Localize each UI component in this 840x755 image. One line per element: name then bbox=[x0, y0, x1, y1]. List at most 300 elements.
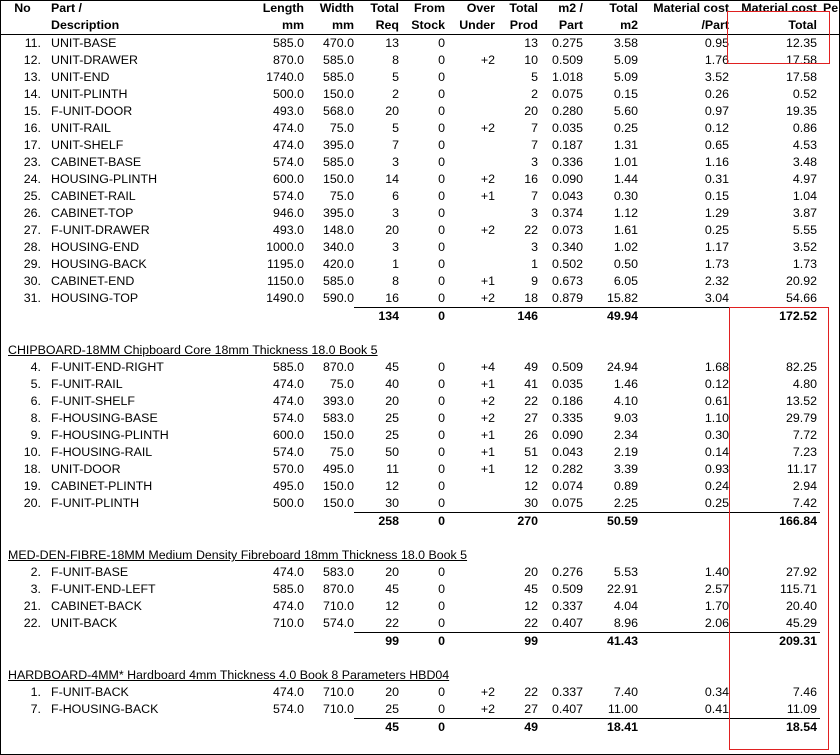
cell-material-cost-part: 1.76 bbox=[704, 53, 729, 67]
cell-total-prod: 20 bbox=[524, 565, 538, 579]
table-row bbox=[0, 581, 840, 598]
cell-from-stock: 0 bbox=[438, 599, 445, 613]
table-row bbox=[0, 427, 840, 444]
cell-total-req: 5 bbox=[392, 70, 399, 84]
table-row bbox=[0, 69, 840, 86]
cell-description: F-HOUSING-RAIL bbox=[51, 445, 153, 459]
cell-over-under bbox=[445, 564, 495, 581]
table-row bbox=[0, 35, 840, 53]
cell-total-prod: 26 bbox=[524, 428, 538, 442]
cell-total-m2: 0.15 bbox=[613, 87, 638, 101]
total-total-prod: 49 bbox=[495, 719, 538, 737]
cell-description: CABINET-RAIL bbox=[51, 189, 136, 203]
cell-total-m2: 2.19 bbox=[613, 445, 638, 459]
cell-material-cost-part: 1.17 bbox=[704, 240, 729, 254]
table-row bbox=[0, 256, 840, 273]
cell-total-prod: 27 bbox=[524, 411, 538, 425]
cell-over-under bbox=[445, 205, 495, 222]
cell-over-under: +1 bbox=[480, 377, 495, 391]
cell-width: 150.0 bbox=[322, 428, 354, 442]
header-width-unit: mm bbox=[304, 17, 354, 35]
cell-total-prod: 45 bbox=[524, 582, 538, 596]
cell-material-cost-part: 0.12 bbox=[704, 377, 729, 391]
cell-no: 10. bbox=[23, 445, 41, 459]
cell-total-m2: 1.46 bbox=[613, 377, 638, 391]
cell-no: 15. bbox=[23, 104, 41, 118]
cell-length: 474.0 bbox=[272, 394, 304, 408]
cell-material-cost-part: 0.41 bbox=[704, 702, 729, 716]
cell-material-cost-part: 0.12 bbox=[704, 121, 729, 135]
cell-total-req: 6 bbox=[392, 189, 399, 203]
cell-total-m2: 4.04 bbox=[613, 599, 638, 613]
cell-length: 574.0 bbox=[272, 155, 304, 169]
cell-length: 474.0 bbox=[272, 599, 304, 613]
cell-from-stock: 0 bbox=[438, 479, 445, 493]
cell-total-prod: 41 bbox=[524, 377, 538, 391]
section-title-row bbox=[0, 547, 840, 564]
cell-m2-part: 0.374 bbox=[551, 206, 583, 220]
cell-material-cost-total: 45.29 bbox=[785, 616, 817, 630]
cell-material-cost-part: 0.26 bbox=[704, 87, 729, 101]
cell-material-cost-total: 20.92 bbox=[785, 274, 817, 288]
cell-over-under bbox=[445, 86, 495, 103]
cell-description: F-UNIT-END-LEFT bbox=[51, 582, 156, 596]
header-under: Under bbox=[445, 17, 495, 35]
table-row bbox=[0, 273, 840, 290]
cell-no: 11. bbox=[24, 36, 41, 50]
header-length-unit: mm bbox=[241, 17, 304, 35]
cell-description: F-HOUSING-BASE bbox=[51, 411, 158, 425]
cell-total-prod: 7 bbox=[531, 121, 538, 135]
cell-width: 148.0 bbox=[322, 223, 354, 237]
cell-from-stock: 0 bbox=[438, 53, 445, 67]
cell-description: F-UNIT-BACK bbox=[51, 685, 129, 699]
cell-material-cost-total: 0.52 bbox=[792, 87, 817, 101]
cell-no: 22. bbox=[23, 616, 41, 631]
cell-total-m2: 6.05 bbox=[613, 274, 638, 288]
cell-m2-part: 1.018 bbox=[551, 70, 583, 84]
cell-material-cost-part: 0.25 bbox=[704, 496, 729, 510]
cell-material-cost-total: 12.35 bbox=[785, 36, 817, 50]
header-m2-unit: m2 bbox=[583, 17, 638, 35]
cell-total-m2: 4.10 bbox=[613, 394, 638, 408]
cell-description: UNIT-BASE bbox=[51, 36, 117, 50]
header-no: No bbox=[14, 1, 31, 15]
cell-width: 585.0 bbox=[322, 155, 354, 169]
cell-from-stock: 0 bbox=[438, 70, 445, 84]
header-per-part: /Part bbox=[638, 17, 729, 35]
cell-total-req: 20 bbox=[385, 394, 399, 408]
cell-from-stock: 0 bbox=[438, 445, 445, 459]
cell-total-m2: 8.96 bbox=[613, 616, 638, 630]
total-total-req: 258 bbox=[354, 513, 399, 531]
cell-total-prod: 30 bbox=[524, 496, 538, 510]
cell-material-cost-total: 27.92 bbox=[785, 565, 817, 579]
header-total: Total bbox=[729, 17, 820, 35]
cell-no: 6. bbox=[30, 394, 41, 408]
cell-no: 9. bbox=[30, 428, 41, 442]
cell-total-m2: 22.91 bbox=[606, 582, 638, 596]
cell-m2-part: 0.407 bbox=[551, 616, 583, 630]
cell-material-cost-part: 0.61 bbox=[704, 394, 729, 408]
cell-length: 600.0 bbox=[272, 428, 304, 442]
cell-description: F-HOUSING-PLINTH bbox=[51, 428, 169, 442]
cell-total-req: 50 bbox=[385, 445, 399, 459]
cell-total-m2: 1.12 bbox=[613, 206, 638, 220]
cell-over-under bbox=[445, 495, 495, 513]
cell-total-req: 45 bbox=[385, 360, 399, 374]
cell-width: 710.0 bbox=[322, 599, 354, 613]
cell-total-m2: 1.31 bbox=[613, 138, 638, 152]
cell-total-m2: 1.44 bbox=[613, 172, 638, 186]
section-title: MED-DEN-FIBRE-18MM Medium Density Fibreboard 18mm Thickness 18.0 Book 5 bbox=[8, 548, 468, 562]
cell-from-stock: 0 bbox=[438, 36, 445, 50]
cell-length: 493.0 bbox=[272, 223, 304, 237]
table-row bbox=[0, 684, 840, 701]
cell-length: 600.0 bbox=[272, 172, 304, 186]
cell-over-under bbox=[445, 103, 495, 120]
cell-no: 2. bbox=[30, 565, 41, 579]
cell-width: 75.0 bbox=[329, 377, 354, 391]
cell-width: 495.0 bbox=[322, 462, 354, 476]
header-prod: Prod bbox=[495, 17, 538, 35]
total-total-m2: 49.94 bbox=[583, 308, 638, 326]
cell-total-req: 7 bbox=[392, 138, 399, 152]
cell-total-prod: 12 bbox=[524, 462, 538, 476]
cell-width: 585.0 bbox=[322, 70, 354, 84]
table-row bbox=[0, 103, 840, 120]
cell-material-cost-total: 7.46 bbox=[792, 685, 817, 699]
cell-total-prod: 10 bbox=[524, 53, 538, 67]
cell-over-under: +1 bbox=[480, 445, 495, 459]
cell-m2-part: 0.502 bbox=[551, 257, 583, 271]
header-over-under: Over bbox=[466, 1, 495, 15]
section-title-row bbox=[0, 342, 840, 359]
cell-over-under bbox=[445, 581, 495, 598]
cell-no: 30. bbox=[23, 274, 41, 288]
cell-from-stock: 0 bbox=[438, 394, 445, 408]
cell-total-m2: 1.61 bbox=[613, 223, 638, 237]
table-row bbox=[0, 290, 840, 308]
cell-length: 710.0 bbox=[272, 616, 304, 631]
cell-material-cost-part: 0.14 bbox=[704, 445, 729, 459]
total-material-cost-total: 172.52 bbox=[729, 308, 820, 326]
cell-total-req: 1 bbox=[392, 257, 399, 271]
header-material-cost-total: Material cost bbox=[741, 1, 817, 15]
cell-total-req: 20 bbox=[385, 223, 399, 237]
cell-total-m2: 2.25 bbox=[613, 496, 638, 510]
cell-m2-part: 0.336 bbox=[551, 155, 583, 169]
cell-m2-part: 0.075 bbox=[551, 87, 583, 101]
cell-no: 12. bbox=[23, 53, 41, 67]
cell-total-prod: 22 bbox=[524, 685, 538, 699]
cell-from-stock: 0 bbox=[438, 616, 445, 630]
cell-material-cost-total: 7.72 bbox=[792, 428, 817, 442]
section-spacer bbox=[0, 325, 840, 342]
cell-m2-part: 0.035 bbox=[551, 377, 583, 391]
cell-length: 474.0 bbox=[272, 685, 304, 699]
cell-total-m2: 9.03 bbox=[613, 411, 638, 425]
cell-length: 585.0 bbox=[272, 36, 304, 50]
total-from-stock: 0 bbox=[399, 633, 445, 651]
table-row bbox=[0, 598, 840, 615]
cell-length: 1150.0 bbox=[267, 274, 304, 288]
cell-description: F-UNIT-DOOR bbox=[51, 104, 133, 118]
section-spacer bbox=[0, 650, 840, 667]
cell-total-req: 45 bbox=[385, 582, 399, 596]
cell-over-under bbox=[445, 598, 495, 615]
section-spacer bbox=[0, 530, 840, 547]
cell-width: 710.0 bbox=[322, 685, 354, 699]
cell-length: 474.0 bbox=[272, 138, 304, 152]
cell-m2-part: 0.340 bbox=[551, 240, 583, 254]
cell-total-req: 30 bbox=[385, 496, 399, 510]
table-row bbox=[0, 171, 840, 188]
cell-from-stock: 0 bbox=[438, 377, 445, 391]
cell-length: 870.0 bbox=[272, 53, 304, 67]
cell-over-under: +1 bbox=[480, 189, 495, 203]
cell-total-m2: 0.25 bbox=[613, 121, 638, 135]
cell-no: 5. bbox=[30, 377, 41, 391]
cell-over-under: +2 bbox=[480, 411, 495, 425]
cell-total-prod: 3 bbox=[531, 206, 538, 220]
cell-total-prod: 1 bbox=[531, 257, 538, 271]
cell-material-cost-total: 1.73 bbox=[792, 257, 817, 271]
cell-material-cost-part: 2.32 bbox=[704, 274, 729, 288]
cell-total-req: 40 bbox=[385, 377, 399, 391]
cell-length: 1000.0 bbox=[266, 240, 304, 254]
header-width: Width bbox=[319, 1, 354, 15]
table-row bbox=[0, 137, 840, 154]
cell-m2-part: 0.509 bbox=[551, 582, 583, 596]
cell-description: HOUSING-BACK bbox=[51, 257, 147, 271]
cell-material-cost-part: 3.04 bbox=[704, 291, 729, 305]
cell-from-stock: 0 bbox=[438, 462, 445, 476]
cell-total-req: 8 bbox=[392, 53, 399, 67]
cell-material-cost-part: 2.06 bbox=[704, 616, 729, 630]
cell-length: 585.0 bbox=[272, 360, 304, 374]
cell-over-under: +2 bbox=[480, 223, 495, 237]
cell-over-under: +1 bbox=[480, 462, 495, 476]
cell-width: 568.0 bbox=[322, 104, 354, 118]
cell-from-stock: 0 bbox=[438, 257, 445, 271]
cell-from-stock: 0 bbox=[438, 685, 445, 699]
cell-m2-part: 0.186 bbox=[551, 394, 583, 408]
table-row bbox=[0, 188, 840, 205]
table-row bbox=[0, 376, 840, 393]
cell-no: 20. bbox=[23, 496, 41, 511]
cell-total-prod: 3 bbox=[531, 240, 538, 254]
totals-row bbox=[0, 719, 840, 737]
cell-material-cost-part: 1.16 bbox=[704, 155, 729, 169]
cell-m2-part: 0.073 bbox=[551, 223, 583, 237]
cell-material-cost-total: 20.40 bbox=[785, 599, 817, 613]
cell-from-stock: 0 bbox=[438, 138, 445, 152]
cell-material-cost-total: 3.87 bbox=[792, 206, 817, 220]
cell-total-prod: 20 bbox=[524, 104, 538, 118]
cell-from-stock: 0 bbox=[438, 87, 445, 101]
cell-total-req: 25 bbox=[385, 428, 399, 442]
cell-width: 150.0 bbox=[322, 87, 354, 101]
cell-length: 574.0 bbox=[272, 189, 304, 203]
cell-total-req: 25 bbox=[385, 702, 399, 716]
header-from-stock: From bbox=[414, 1, 445, 15]
table-row bbox=[0, 410, 840, 427]
total-from-stock: 0 bbox=[399, 719, 445, 737]
cell-width: 340.0 bbox=[322, 240, 354, 254]
cell-material-cost-part: 0.15 bbox=[704, 189, 729, 203]
cell-total-prod: 18 bbox=[524, 291, 538, 305]
cell-total-req: 20 bbox=[385, 104, 399, 118]
totals-row bbox=[0, 633, 840, 651]
cell-material-cost-total: 54.66 bbox=[785, 291, 817, 305]
cell-m2-part: 0.509 bbox=[551, 360, 583, 374]
cell-material-cost-total: 17.58 bbox=[785, 70, 817, 84]
cell-width: 75.0 bbox=[329, 189, 354, 203]
header-row-2 bbox=[0, 17, 840, 35]
cell-description: UNIT-PLINTH bbox=[51, 87, 128, 101]
header-length: Length bbox=[262, 1, 304, 15]
cell-m2-part: 0.090 bbox=[551, 172, 583, 186]
cell-description: F-UNIT-END-RIGHT bbox=[51, 360, 164, 374]
cell-description: HOUSING-PLINTH bbox=[51, 172, 158, 186]
cell-length: 500.0 bbox=[272, 87, 304, 101]
cell-no: 24. bbox=[23, 172, 41, 186]
cell-width: 150.0 bbox=[322, 172, 354, 186]
header-description: Description bbox=[45, 17, 241, 35]
cell-over-under: +4 bbox=[480, 360, 495, 374]
cell-no: 19. bbox=[23, 479, 41, 493]
cell-material-cost-part: 0.93 bbox=[704, 462, 729, 476]
cell-total-req: 12 bbox=[385, 599, 399, 613]
cell-over-under: +2 bbox=[480, 702, 495, 716]
cell-material-cost-total: 3.48 bbox=[792, 155, 817, 169]
cell-total-req: 20 bbox=[385, 565, 399, 579]
cell-length: 1740.0 bbox=[266, 70, 304, 84]
cell-over-under bbox=[445, 615, 495, 633]
header-material-cost-part: Material cost bbox=[653, 1, 729, 15]
cell-no: 23. bbox=[23, 155, 41, 169]
cell-over-under: +1 bbox=[480, 428, 495, 442]
cell-material-cost-total: 0.86 bbox=[792, 121, 817, 135]
cell-description: UNIT-DRAWER bbox=[51, 53, 138, 67]
cell-width: 574.0 bbox=[322, 616, 354, 631]
cell-description: F-UNIT-DRAWER bbox=[51, 223, 150, 237]
table-row bbox=[0, 564, 840, 581]
cell-over-under: +2 bbox=[480, 291, 495, 305]
cell-from-stock: 0 bbox=[438, 702, 445, 716]
cell-material-cost-part: 0.24 bbox=[704, 479, 729, 493]
cell-description: UNIT-BACK bbox=[51, 616, 118, 631]
cell-material-cost-part: 1.10 bbox=[704, 411, 729, 425]
cell-total-req: 3 bbox=[392, 155, 399, 169]
cell-width: 585.0 bbox=[322, 53, 354, 67]
cell-length: 574.0 bbox=[272, 411, 304, 425]
cell-width: 470.0 bbox=[322, 36, 354, 50]
cell-total-prod: 51 bbox=[524, 445, 538, 459]
cell-no: 25. bbox=[23, 189, 41, 203]
cell-material-cost-total: 4.80 bbox=[792, 377, 817, 391]
table-row bbox=[0, 359, 840, 376]
cell-total-req: 5 bbox=[392, 121, 399, 135]
cell-total-m2: 5.60 bbox=[613, 104, 638, 118]
cell-material-cost-part: 0.97 bbox=[704, 104, 729, 118]
cell-no: 31. bbox=[23, 291, 41, 306]
cell-description: UNIT-SHELF bbox=[51, 138, 124, 152]
total-material-cost-total: 18.54 bbox=[729, 719, 820, 737]
cell-total-req: 3 bbox=[392, 206, 399, 220]
header-m2-part: m2 / bbox=[558, 1, 583, 15]
header-total-prod: Total bbox=[509, 1, 538, 15]
cell-m2-part: 0.043 bbox=[551, 189, 583, 203]
cell-no: 13. bbox=[23, 70, 41, 84]
cell-material-cost-part: 1.40 bbox=[704, 565, 729, 579]
cell-m2-part: 0.673 bbox=[551, 274, 583, 288]
cell-width: 420.0 bbox=[322, 257, 354, 271]
header-stock: Stock bbox=[399, 17, 445, 35]
cell-m2-part: 0.879 bbox=[551, 291, 583, 305]
cell-material-cost-part: 0.25 bbox=[704, 223, 729, 237]
cell-length: 574.0 bbox=[272, 445, 304, 459]
cell-material-cost-total: 5.55 bbox=[792, 223, 817, 237]
cell-over-under bbox=[445, 137, 495, 154]
cell-width: 395.0 bbox=[322, 138, 354, 152]
cell-length: 474.0 bbox=[272, 377, 304, 391]
total-total-req: 45 bbox=[354, 719, 399, 737]
cell-total-req: 12 bbox=[385, 479, 399, 493]
totals-row bbox=[0, 513, 840, 531]
cell-m2-part: 0.509 bbox=[551, 53, 583, 67]
cell-total-m2: 5.09 bbox=[613, 53, 638, 67]
cell-m2-part: 0.335 bbox=[551, 411, 583, 425]
cell-total-prod: 5 bbox=[531, 70, 538, 84]
cell-description: UNIT-DOOR bbox=[51, 462, 121, 476]
cell-material-cost-total: 11.09 bbox=[786, 702, 817, 716]
cell-length: 1195.0 bbox=[267, 257, 304, 271]
section-title-row bbox=[0, 667, 840, 684]
cell-total-m2: 0.89 bbox=[613, 479, 638, 493]
cell-total-m2: 2.34 bbox=[613, 428, 638, 442]
cell-total-prod: 2 bbox=[531, 87, 538, 101]
cell-description: CABINET-PLINTH bbox=[51, 479, 153, 493]
cell-length: 585.0 bbox=[272, 582, 304, 596]
total-total-prod: 99 bbox=[495, 633, 538, 651]
cell-over-under bbox=[445, 239, 495, 256]
cell-total-m2: 1.01 bbox=[613, 155, 638, 169]
section-title: CHIPBOARD-18MM Chipboard Core 18mm Thickness 18.0 Book 5 bbox=[8, 343, 378, 357]
cell-description: CABINET-BACK bbox=[51, 599, 142, 613]
header-part-unit: Part bbox=[538, 17, 583, 35]
cell-total-m2: 5.53 bbox=[613, 565, 638, 579]
cell-total-prod: 12 bbox=[524, 599, 538, 613]
cell-from-stock: 0 bbox=[438, 274, 445, 288]
cell-over-under: +2 bbox=[480, 53, 495, 67]
cell-total-m2: 7.40 bbox=[613, 685, 638, 699]
cell-width: 75.0 bbox=[329, 445, 354, 459]
cell-total-req: 14 bbox=[385, 172, 399, 186]
cell-material-cost-total: 13.52 bbox=[785, 394, 817, 408]
cell-material-cost-total: 29.79 bbox=[785, 411, 817, 425]
cell-description: CABINET-TOP bbox=[51, 206, 134, 220]
cell-material-cost-total: 11.17 bbox=[786, 462, 817, 476]
cell-total-prod: 7 bbox=[531, 138, 538, 152]
cell-width: 393.0 bbox=[322, 394, 354, 408]
cell-description: HOUSING-END bbox=[51, 240, 140, 254]
cell-description: F-UNIT-PLINTH bbox=[51, 496, 140, 511]
cell-over-under: +2 bbox=[480, 394, 495, 408]
table-row bbox=[0, 495, 840, 513]
cell-no: 27. bbox=[23, 223, 41, 237]
